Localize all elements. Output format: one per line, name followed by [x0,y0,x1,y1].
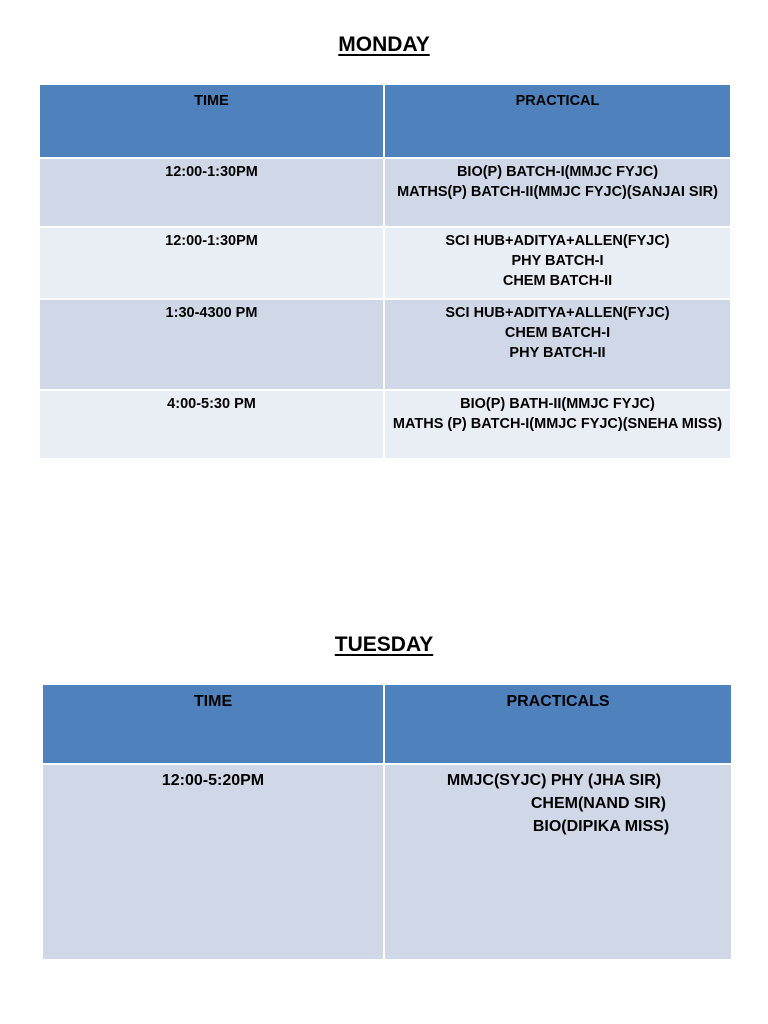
monday-title: MONDAY [338,33,430,56]
time-cell: 12:00-1:30PM [39,227,384,299]
practical-line: BIO(DIPIKA MISS) [532,818,670,835]
time-cell: 1:30-4300 PM [39,299,384,390]
time-column-header: TIME [42,684,384,764]
practical-line: CHEM BATCH-I [504,325,611,341]
tuesday-schedule-table [41,683,733,961]
practical-line: PHY BATCH-II [509,345,606,361]
time-column-header: TIME [39,84,384,158]
practical-line: SCI HUB+ADITYA+ALLEN(FYJC) [445,233,670,249]
table-row [39,299,731,390]
practical-lines [447,769,669,838]
time-cell: 12:00-1:30PM [39,158,384,227]
time-cell: 12:00-5:20PM [42,764,384,960]
practical-cell [384,158,731,227]
practical-cell [384,299,731,390]
practical-line: MATHS (P) BATCH-I(MMJC FYJC)(SNEHA MISS) [392,416,723,432]
practical-line: MATHS(P) BATCH-II(MMJC FYJC)(SANJAI SIR) [397,184,718,200]
table-row [39,158,731,227]
practical-cell [384,390,731,459]
table-row [42,764,732,960]
time-cell: 4:00-5:30 PM [39,390,384,459]
practical-line: CHEM BATCH-II [502,273,613,289]
tuesday-title: TUESDAY [334,633,434,656]
practical-line: BIO(P) BATH-II(MMJC FYJC) [460,396,655,412]
practical-cell [384,764,732,960]
monday-schedule-table [38,83,732,460]
practical-line: PHY BATCH-I [511,253,604,269]
practical-line: SCI HUB+ADITYA+ALLEN(FYJC) [445,305,670,321]
practical-line: BIO(P) BATCH-I(MMJC FYJC) [456,164,659,180]
practical-line: CHEM(NAND SIR) [530,795,666,812]
table-header-row [42,684,732,764]
practicals-column-header: PRACTICALS [384,684,732,764]
practical-line: MMJC(SYJC) PHY (JHA SIR) [446,772,662,789]
table-row [39,390,731,459]
practical-column-header: PRACTICAL [384,84,731,158]
table-row [39,227,731,299]
table-header-row [39,84,731,158]
practical-cell [384,227,731,299]
